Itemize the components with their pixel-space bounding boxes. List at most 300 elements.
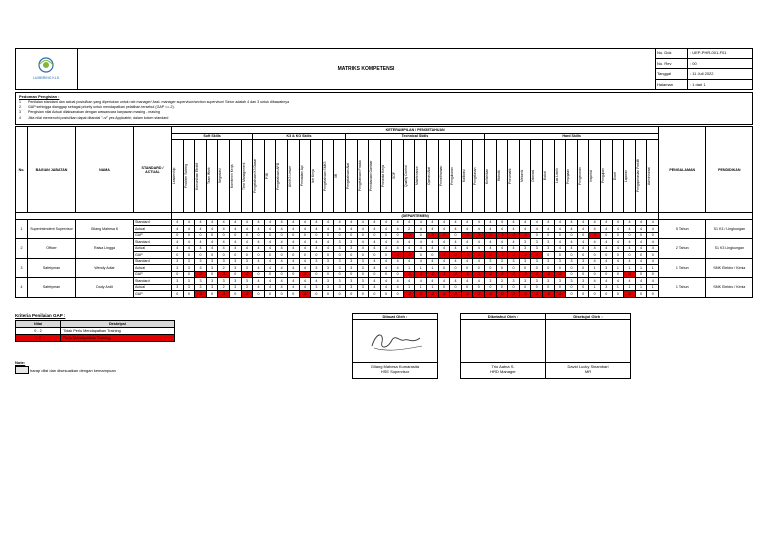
skill-header: [264, 140, 276, 213]
skill-header: [485, 140, 497, 213]
score-cell: 4: [450, 219, 462, 226]
col-edu-header: PENDIDIKAN: [706, 127, 753, 213]
guide-item-number: 2: [19, 105, 21, 110]
skill-header: [427, 140, 439, 213]
score-cell: 4: [183, 239, 195, 246]
score-cell: 4: [461, 226, 473, 233]
score-cell: 4: [485, 245, 497, 252]
score-cell: 4: [311, 245, 323, 252]
score-cell: 3: [345, 284, 357, 291]
score-cell: 0: [461, 265, 473, 272]
score-cell: 0: [345, 271, 357, 278]
score-cell: -2: [415, 291, 427, 298]
score-cell: 4: [461, 258, 473, 265]
score-cell: 3: [519, 278, 531, 285]
guide-title: Pedoman Pengisian :: [19, 94, 60, 99]
skill-header: [554, 140, 566, 213]
score-cell: 0: [206, 252, 218, 259]
score-cell: 3: [554, 258, 566, 265]
guide-item-text: Pengisian nilai Actual dilaksanakan dengan wawancara karyawan masing - masing: [28, 110, 160, 115]
score-cell: 3: [496, 278, 508, 285]
score-cell: 0: [322, 232, 334, 239]
skill-header: [345, 140, 357, 213]
skill-label: Hidrolik: [496, 170, 501, 182]
score-cell: 4: [577, 226, 589, 233]
score-cell: 4: [276, 284, 288, 291]
skill-header: [473, 140, 485, 213]
score-cell: 0: [647, 291, 659, 298]
score-cell: 0: [554, 284, 566, 291]
score-cell: 0: [345, 232, 357, 239]
subgroup-header: K3 & KO Skills: [253, 133, 346, 140]
score-cell: -2: [241, 291, 253, 298]
score-cell: 3: [496, 258, 508, 265]
score-cell: 0: [369, 252, 381, 259]
score-cell: 4: [380, 245, 392, 252]
subgroup-header: Soft Skills: [172, 133, 253, 140]
score-cell: 4: [647, 278, 659, 285]
score-cell: 0: [647, 252, 659, 259]
score-cell: 0: [206, 291, 218, 298]
score-cell: 3: [357, 284, 369, 291]
score-cell: 4: [183, 226, 195, 233]
row-type-label: GAP: [134, 271, 172, 278]
skill-header: [287, 140, 299, 213]
score-cell: 0: [241, 252, 253, 259]
document-title-cell: [77, 48, 656, 90]
score-cell: 4: [218, 239, 230, 246]
score-cell: 4: [369, 226, 381, 233]
score-cell: 4: [403, 258, 415, 265]
score-cell: -2: [496, 291, 508, 298]
score-cell: 0: [589, 252, 601, 259]
meta-key: Halaman: [655, 80, 688, 91]
score-cell: 1: [427, 265, 439, 272]
skill-header: [566, 140, 578, 213]
score-cell: 0: [229, 271, 241, 278]
score-cell: 4: [508, 245, 520, 252]
signature-head: Disetujui Oleh :: [546, 314, 630, 320]
score-cell: 0: [253, 291, 265, 298]
score-cell: 3: [577, 278, 589, 285]
score-cell: 0: [172, 232, 184, 239]
score-cell: 4: [612, 278, 624, 285]
score-cell: 3: [566, 278, 578, 285]
score-cell: 4: [276, 265, 288, 272]
score-cell: 4: [647, 258, 659, 265]
score-cell: -2: [543, 291, 555, 298]
score-cell: 4: [589, 219, 601, 226]
skill-label: Pengetahuan Alat: [345, 162, 350, 190]
person-bagian: Officer: [28, 239, 76, 259]
score-cell: 0: [554, 232, 566, 239]
score-cell: 4: [241, 219, 253, 226]
score-cell: 4: [369, 219, 381, 226]
skill-label: Las Listrik: [554, 168, 559, 184]
score-cell: 4: [473, 239, 485, 246]
score-cell: 3: [519, 245, 531, 252]
score-cell: 4: [438, 226, 450, 233]
skill-header: [334, 140, 346, 213]
score-cell: 4: [566, 239, 578, 246]
guide-list: [16, 100, 752, 121]
guide-box: [15, 92, 753, 125]
score-cell: 3: [241, 258, 253, 265]
person-edu: SMK Elektro / Kimia: [706, 278, 753, 298]
score-cell: 0: [357, 271, 369, 278]
score-cell: 0: [276, 252, 288, 259]
score-cell: 0: [566, 284, 578, 291]
score-cell: 0: [508, 265, 520, 272]
score-cell: 0: [369, 232, 381, 239]
score-cell: 4: [624, 245, 636, 252]
score-cell: 4: [322, 219, 334, 226]
score-cell: -2: [461, 291, 473, 298]
score-cell: 0: [276, 291, 288, 298]
score-cell: 0: [485, 265, 497, 272]
score-cell: 3: [508, 258, 520, 265]
score-cell: 4: [276, 258, 288, 265]
score-cell: 3: [229, 265, 241, 272]
score-cell: 3: [531, 278, 543, 285]
score-cell: 4: [566, 245, 578, 252]
score-cell: -2: [519, 252, 531, 259]
score-cell: 0: [311, 232, 323, 239]
score-cell: 0: [519, 265, 531, 272]
skill-header: [369, 140, 381, 213]
criteria-row: [16, 335, 175, 342]
score-cell: -2: [403, 291, 415, 298]
competency-matrix-table: [15, 126, 753, 298]
score-cell: 1: [403, 265, 415, 272]
score-cell: 0: [345, 291, 357, 298]
score-cell: 3: [183, 265, 195, 272]
document-title: MATRIKS KOMPETENSI: [337, 66, 395, 72]
score-cell: 0: [276, 271, 288, 278]
score-cell: 0: [531, 284, 543, 291]
score-cell: 4: [206, 239, 218, 246]
meta-value: : 00: [690, 60, 697, 66]
score-cell: -2: [450, 271, 462, 278]
skill-header: [322, 140, 334, 213]
score-cell: 3: [485, 258, 497, 265]
score-cell: 4: [206, 226, 218, 233]
score-cell: 3: [195, 258, 207, 265]
score-cell: -2: [438, 232, 450, 239]
score-cell: 0: [566, 265, 578, 272]
score-cell: 3: [334, 265, 346, 272]
score-cell: 4: [403, 219, 415, 226]
company-logo: [15, 48, 78, 90]
score-cell: 4: [369, 245, 381, 252]
skill-header: [229, 140, 241, 213]
skill-label: Pengetahuan Produk: [357, 160, 362, 192]
score-cell: 4: [264, 284, 276, 291]
skill-label: Pengelasan: [473, 167, 478, 185]
person-no: 2: [16, 239, 28, 259]
score-cell: 4: [229, 239, 241, 246]
score-cell: -2: [427, 291, 439, 298]
score-cell: 0: [554, 265, 566, 272]
score-cell: 3: [334, 278, 346, 285]
skill-header: [577, 140, 589, 213]
score-cell: 4: [461, 219, 473, 226]
score-cell: 4: [392, 278, 404, 285]
score-cell: 4: [427, 278, 439, 285]
score-cell: 0: [566, 271, 578, 278]
score-cell: 4: [612, 239, 624, 246]
skill-label: Pengecoran: [577, 167, 582, 185]
score-cell: 4: [264, 245, 276, 252]
score-cell: -2: [554, 291, 566, 298]
score-cell: 4: [229, 245, 241, 252]
score-cell: 4: [543, 219, 555, 226]
row-type-label: GAP: [134, 291, 172, 298]
score-cell: 0: [392, 271, 404, 278]
score-cell: 3: [322, 284, 334, 291]
score-cell: 3: [172, 278, 184, 285]
score-cell: 4: [311, 226, 323, 233]
skill-label: Administrasi: [647, 167, 652, 185]
score-cell: 4: [635, 219, 647, 226]
score-cell: 4: [600, 226, 612, 233]
score-cell: 4: [195, 245, 207, 252]
score-cell: 4: [612, 226, 624, 233]
score-cell: 1: [647, 284, 659, 291]
score-cell: 4: [461, 239, 473, 246]
score-cell: 1: [415, 265, 427, 272]
score-cell: 0: [183, 291, 195, 298]
score-cell: 4: [287, 239, 299, 246]
score-cell: -2: [438, 271, 450, 278]
col-standard-header: STANDARD / ACTUAL: [134, 127, 172, 213]
score-cell: 3: [206, 265, 218, 272]
score-cell: 0: [206, 232, 218, 239]
score-cell: 0: [334, 252, 346, 259]
col-no-header: No.: [16, 127, 28, 213]
score-cell: 4: [264, 219, 276, 226]
score-cell: 0: [311, 252, 323, 259]
department-label: (DEPARTEMEN): [172, 213, 659, 220]
score-cell: 4: [450, 226, 462, 233]
score-cell: 0: [577, 291, 589, 298]
score-cell: 3: [322, 265, 334, 272]
score-cell: 4: [357, 219, 369, 226]
score-cell: -2: [241, 271, 253, 278]
score-cell: 3: [345, 258, 357, 265]
score-cell: 1: [647, 265, 659, 272]
skill-header: [195, 140, 207, 213]
score-cell: 4: [276, 278, 288, 285]
score-cell: 0: [635, 271, 647, 278]
score-cell: 0: [415, 232, 427, 239]
skill-label: Izin Kerja: [311, 169, 316, 183]
score-cell: 4: [427, 219, 439, 226]
score-cell: 0: [357, 252, 369, 259]
score-cell: 0: [450, 232, 462, 239]
score-cell: 4: [276, 219, 288, 226]
score-cell: 4: [427, 258, 439, 265]
score-cell: 4: [334, 219, 346, 226]
score-cell: 3: [543, 245, 555, 252]
score-cell: -2: [403, 252, 415, 259]
score-cell: 4: [195, 239, 207, 246]
score-cell: -2: [415, 271, 427, 278]
score-cell: 0: [624, 232, 636, 239]
score-cell: 0: [519, 284, 531, 291]
score-cell: 4: [357, 245, 369, 252]
score-cell: 0: [450, 284, 462, 291]
score-cell: -2: [473, 232, 485, 239]
person-edu: SMK Elektro / Kimia: [706, 258, 753, 278]
score-cell: 4: [600, 219, 612, 226]
score-cell: 3: [345, 245, 357, 252]
score-cell: 0: [183, 271, 195, 278]
guide-item-text: Jika nilai memenuhi posisi/kan dapat ditandai "-n/" yes Appicable; dalam kolom standard: [28, 115, 169, 120]
score-cell: 0: [380, 232, 392, 239]
score-cell: 4: [195, 219, 207, 226]
score-cell: 0: [172, 271, 184, 278]
score-cell: 4: [345, 226, 357, 233]
person-bagian: Safetyman: [28, 258, 76, 278]
score-cell: 3: [519, 258, 531, 265]
score-cell: 0: [264, 252, 276, 259]
score-cell: 4: [172, 226, 184, 233]
score-cell: 4: [427, 245, 439, 252]
score-cell: 4: [566, 226, 578, 233]
score-cell: 0: [334, 271, 346, 278]
skill-label: Maintenance: [415, 166, 420, 186]
score-cell: 4: [543, 226, 555, 233]
skill-label: Time Management: [241, 162, 246, 190]
meta-value: : 11 Juli 2022: [690, 71, 714, 76]
score-cell: 4: [334, 226, 346, 233]
person-no: 4: [16, 278, 28, 298]
signature-role: HSE Supervisor: [380, 369, 410, 374]
score-cell: 0: [589, 291, 601, 298]
score-cell: 4: [450, 258, 462, 265]
meta-value: : UEP-PHR-001-F01: [690, 50, 727, 55]
score-cell: 4: [647, 245, 659, 252]
score-cell: 0: [473, 265, 485, 272]
score-cell: 4: [299, 278, 311, 285]
score-cell: 0: [612, 271, 624, 278]
person-bagian: Superintendent Supervisor: [28, 219, 76, 239]
person-edu: S1 K3 Lingkungan: [706, 239, 753, 259]
score-cell: 4: [485, 239, 497, 246]
score-cell: 0: [334, 291, 346, 298]
score-cell: 0: [229, 232, 241, 239]
score-cell: -2: [624, 291, 636, 298]
score-cell: 0: [229, 252, 241, 259]
score-cell: 3: [195, 265, 207, 272]
guide-item-text: Penilaian standard dan actual posisi/kan yang diperlukan untuk role manager/ Asst. manager supervisor/section supervisor/ Sinior adalah 4 dan 3 untuk dibawahnya: [28, 100, 290, 104]
score-cell: 3: [543, 239, 555, 246]
score-cell: 4: [635, 245, 647, 252]
score-cell: 3: [543, 258, 555, 265]
signature-head: Dibuat Oleh :: [353, 314, 437, 320]
score-cell: 4: [264, 258, 276, 265]
score-cell: 4: [287, 258, 299, 265]
score-cell: 4: [392, 219, 404, 226]
score-cell: 4: [600, 245, 612, 252]
guide-item-number: 3: [19, 110, 21, 115]
score-cell: 0: [635, 291, 647, 298]
meta-row: [655, 48, 753, 59]
score-cell: -2: [450, 291, 462, 298]
person-exp: 2 Tahun: [659, 239, 706, 259]
score-cell: 4: [624, 278, 636, 285]
score-cell: 0: [543, 284, 555, 291]
criteria-desc: Perlu Mendapatkan Training: [61, 335, 175, 342]
score-cell: 3: [311, 265, 323, 272]
guide-item-number: 4: [19, 115, 21, 120]
score-cell: 4: [415, 258, 427, 265]
score-cell: 1: [624, 265, 636, 272]
score-cell: 4: [403, 278, 415, 285]
score-cell: 4: [496, 219, 508, 226]
score-cell: 4: [461, 278, 473, 285]
person-nama: Raisa Lingga: [76, 239, 134, 259]
score-cell: 4: [612, 219, 624, 226]
subgroup-header: Technical Skills: [345, 133, 484, 140]
score-cell: 4: [380, 265, 392, 272]
skill-header: [183, 140, 195, 213]
criteria-nilai: 0 - 2: [16, 328, 61, 335]
skill-label: Pengoperasian Forklift: [635, 159, 640, 193]
score-cell: 4: [508, 239, 520, 246]
score-cell: 4: [635, 278, 647, 285]
score-cell: 0: [264, 232, 276, 239]
score-cell: 4: [287, 245, 299, 252]
logo-icon: [15, 48, 77, 90]
score-cell: 0: [600, 291, 612, 298]
skill-header: [612, 140, 624, 213]
score-cell: 4: [415, 239, 427, 246]
score-cell: 4: [299, 284, 311, 291]
score-cell: 4: [380, 258, 392, 265]
skill-label: Ahli K3 Umum: [287, 165, 292, 187]
score-cell: -2: [554, 271, 566, 278]
score-cell: -2: [473, 291, 485, 298]
score-cell: 4: [276, 239, 288, 246]
score-cell: 0: [612, 291, 624, 298]
score-cell: 3: [195, 284, 207, 291]
skill-header: [218, 140, 230, 213]
score-cell: 0: [369, 271, 381, 278]
score-cell: 0: [508, 284, 520, 291]
score-cell: 4: [624, 239, 636, 246]
score-cell: 4: [624, 219, 636, 226]
criteria-table: [15, 320, 175, 342]
score-cell: 0: [183, 232, 195, 239]
score-cell: -2: [519, 291, 531, 298]
score-cell: 1: [589, 265, 601, 272]
score-cell: 3: [531, 239, 543, 246]
score-cell: 4: [357, 239, 369, 246]
score-cell: 4: [438, 245, 450, 252]
score-cell: 4: [519, 226, 531, 233]
score-cell: 4: [635, 226, 647, 233]
score-cell: 4: [195, 226, 207, 233]
score-cell: 4: [647, 239, 659, 246]
guide-item-number: 1: [19, 100, 21, 104]
score-cell: 1: [635, 265, 647, 272]
meta-key: Tanggal: [655, 69, 688, 79]
criteria-desc: Tidak Perlu Mendapatkan Training: [61, 328, 175, 335]
score-cell: 0: [543, 265, 555, 272]
score-cell: 0: [612, 232, 624, 239]
